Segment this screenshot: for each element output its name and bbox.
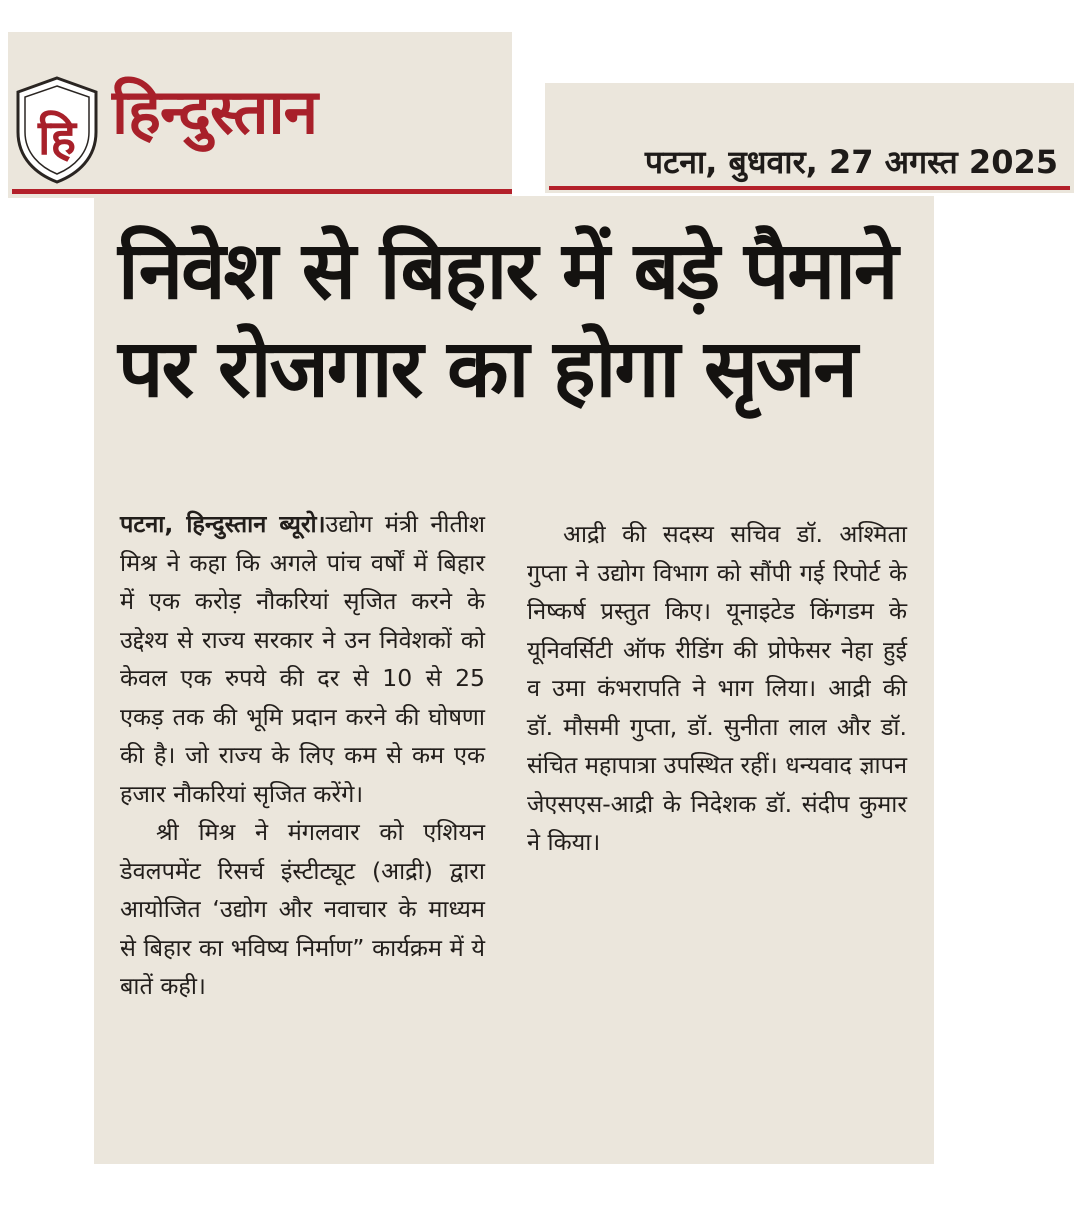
article-headline	[118, 222, 918, 418]
newspaper-name: हिन्दुस्तान	[112, 75, 317, 148]
paragraph-1	[120, 505, 485, 813]
headline-line-1: निवेश से बिहार में बड़े पैमाने	[118, 224, 897, 317]
paragraph-2: श्री मिश्र ने मंगलवार को एशियन डेवलपमेंट रिसर्च इंस्टीट्यूट (आद्री) द्वारा आयोजित ‘उद्योग और नवाचार के माध्यम से बिहार का भविष्य निर्माण” कार्यक्रम में ये बातें कही।	[120, 818, 485, 1000]
paragraph-1-text: उद्योग मंत्री नीतीश मिश्र ने कहा कि अगले पांच वर्षों में बिहार में एक करोड़ नौकरियां सृजित करने के उद्देश्य से राज्य सरकार ने उन निवेशकों को केवल एक रुपये की दर से 10 से 25 एकड़ तक की भूमि प्रदान करने की घोषणा की है। जो राज्य के लिए कम से कम एक हजार नौकरियां सृजित करेंगे।	[120, 510, 485, 808]
paragraph-3: आद्री की सदस्य सचिव डॉ. अश्मिता गुप्ता ने उद्योग विभाग को सौंपी गई रिपोर्ट के निष्कर्ष प्रस्तुत किए। यूनाइटेड किंगडम के यूनिवर्सिटी ऑफ रीडिंग की प्रोफेसर नेहा हुई व उमा कंभरापति ने भाग लिया। आद्री की डॉ. मौसमी गुप्ता, डॉ. सुनीता लाल और डॉ. संचित महापात्रा उपस्थित रहीं। धन्यवाद ज्ञापन जेएसएस-आद्री के निदेशक डॉ. संदीप कुमार ने किया।	[527, 520, 907, 856]
masthead-rule	[12, 189, 512, 194]
byline: पटना, हिन्दुस्तान ब्यूरो।	[120, 510, 326, 538]
newspaper-logo	[14, 74, 100, 186]
article-column-left	[120, 505, 485, 1006]
dateline-rule	[549, 186, 1070, 190]
article-column-right	[527, 515, 907, 862]
logo-letter: हि	[38, 110, 76, 166]
headline-line-2: पर रोजगार का होगा सृजन	[118, 322, 856, 415]
edition-dateline: पटना, बुधवार, 27 अगस्त 2025	[644, 143, 1058, 181]
